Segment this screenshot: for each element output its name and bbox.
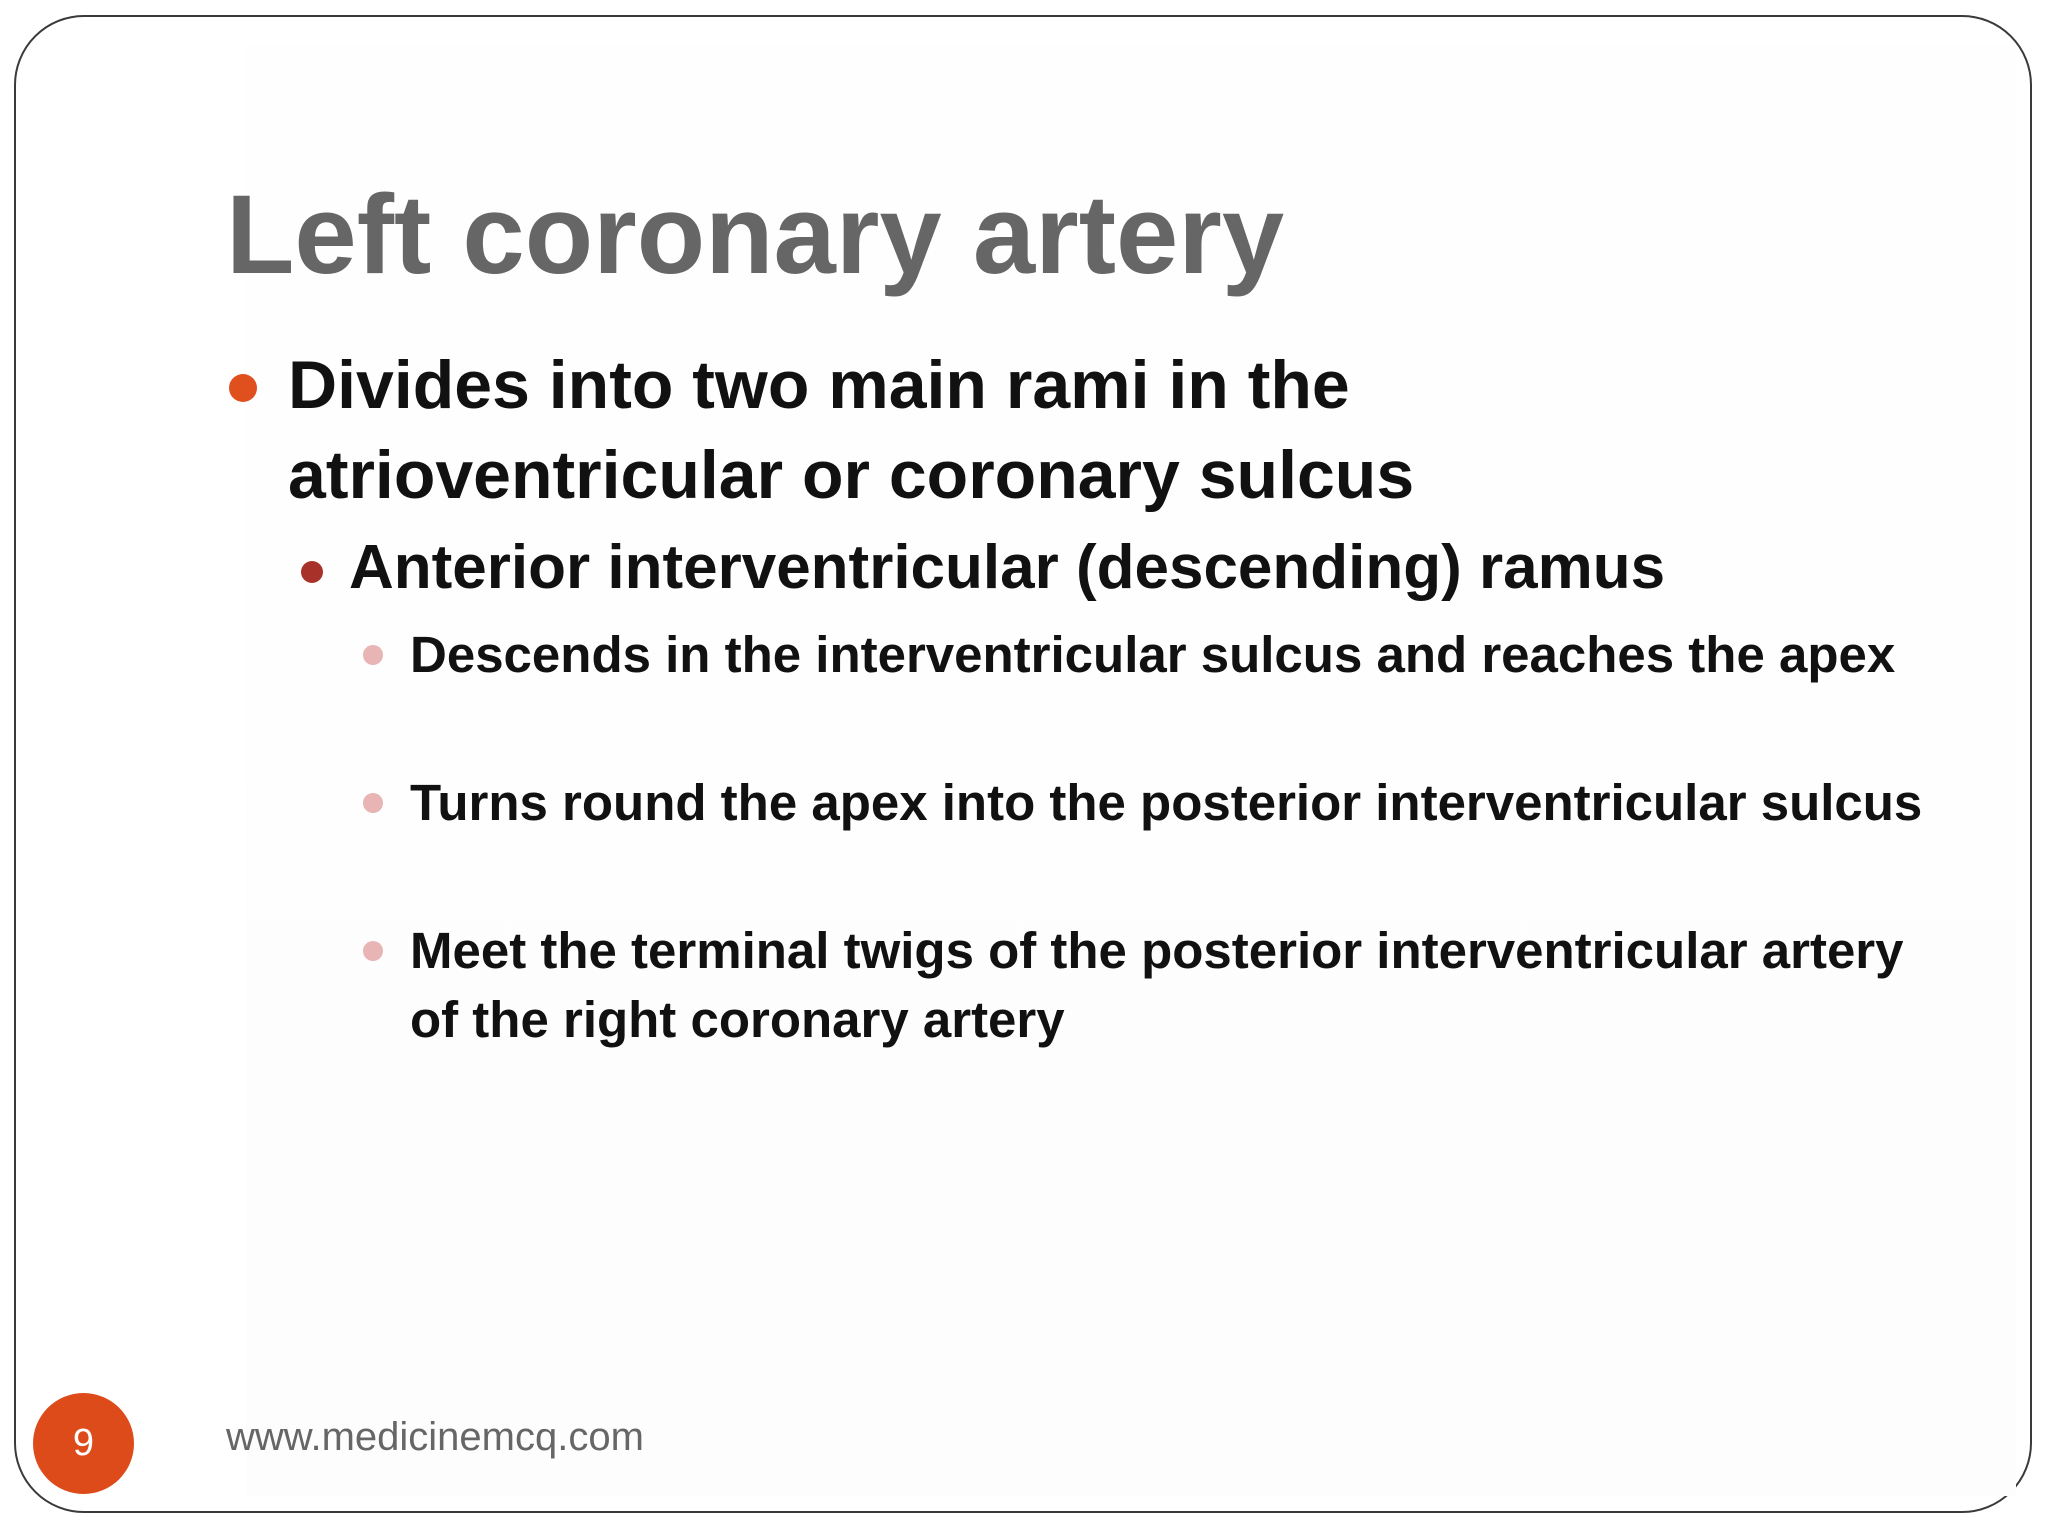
bullet-level1-dot-icon (229, 374, 257, 402)
bullet-level3-dot-icon (363, 941, 383, 961)
footer-url: www.medicinemcq.com (226, 1415, 644, 1459)
bullet-level3-text: Turns round the apex into the posterior interventricular sulcus (410, 774, 1923, 831)
bullet-level1-text: Divides into two main rami in the atrioventricular or coronary sulcus (288, 347, 1415, 513)
bullet-level3-dot-icon (363, 645, 383, 665)
bullet-level3-dot-icon (363, 793, 383, 813)
bullet-level3-text: Meet the terminal twigs of the posterior interventricular artery of the right coronary artery (410, 922, 1904, 1048)
bullet-level3-text: Descends in the interventricular sulcus and reaches the apex (410, 626, 1896, 683)
bullet-level2-text: Anterior interventricular (descending) ramus (349, 533, 1666, 602)
bullet-level2-dot-icon (301, 561, 323, 583)
slide-title: Left coronary artery (226, 172, 1285, 297)
page-number-badge: 9 (33, 1393, 134, 1494)
